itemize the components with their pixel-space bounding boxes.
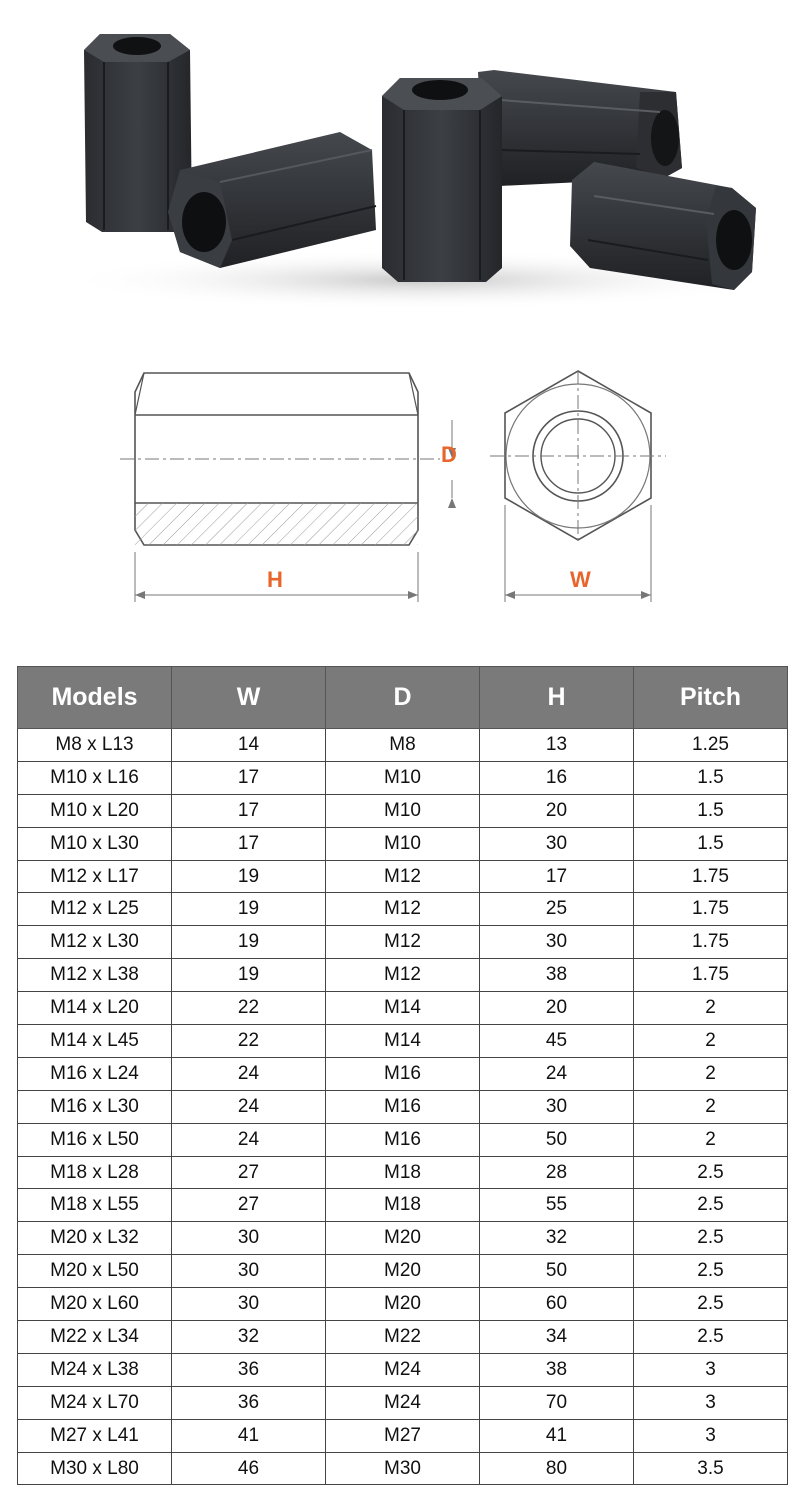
cell-pitch: 2.5: [634, 1222, 788, 1255]
cell-h: 70: [480, 1386, 634, 1419]
cell-pitch: 3.5: [634, 1452, 788, 1485]
cell-model: M24 x L70: [18, 1386, 172, 1419]
cell-d: M12: [326, 893, 480, 926]
cell-d: M27: [326, 1419, 480, 1452]
cell-w: 46: [172, 1452, 326, 1485]
cell-d: M14: [326, 992, 480, 1025]
cell-pitch: 2: [634, 1090, 788, 1123]
cell-pitch: 2: [634, 1057, 788, 1090]
cell-w: 17: [172, 794, 326, 827]
table-row: [18, 1419, 788, 1452]
cell-w: 32: [172, 1321, 326, 1354]
cell-w: 41: [172, 1419, 326, 1452]
cell-pitch: 2.5: [634, 1189, 788, 1222]
column-header-d: D: [326, 667, 480, 729]
cell-d: M10: [326, 827, 480, 860]
cell-model: M10 x L16: [18, 761, 172, 794]
cell-pitch: 1.75: [634, 926, 788, 959]
table-row: [18, 1090, 788, 1123]
table-row: [18, 1288, 788, 1321]
table-row: [18, 860, 788, 893]
cell-w: 17: [172, 761, 326, 794]
end-view-drawing: [490, 370, 666, 602]
cell-h: 17: [480, 860, 634, 893]
cell-h: 80: [480, 1452, 634, 1485]
table-row: [18, 893, 788, 926]
cell-w: 24: [172, 1090, 326, 1123]
cell-d: M24: [326, 1353, 480, 1386]
nut-lying-back-right: [478, 70, 682, 186]
cell-d: M20: [326, 1222, 480, 1255]
cell-pitch: 3: [634, 1419, 788, 1452]
cell-h: 41: [480, 1419, 634, 1452]
cell-model: M12 x L30: [18, 926, 172, 959]
cell-model: M12 x L17: [18, 860, 172, 893]
cell-h: 30: [480, 827, 634, 860]
cell-w: 14: [172, 729, 326, 762]
table-header-row: [18, 667, 788, 729]
cell-pitch: 2.5: [634, 1288, 788, 1321]
cell-pitch: 1.5: [634, 827, 788, 860]
table-row: [18, 926, 788, 959]
table-row: [18, 1025, 788, 1058]
cell-w: 17: [172, 827, 326, 860]
table-row: [18, 794, 788, 827]
table-body: [18, 729, 788, 1485]
cell-w: 19: [172, 860, 326, 893]
cell-model: M12 x L38: [18, 959, 172, 992]
cell-pitch: 1.75: [634, 959, 788, 992]
cell-model: M14 x L20: [18, 992, 172, 1025]
table-row: [18, 1386, 788, 1419]
cell-pitch: 1.5: [634, 761, 788, 794]
cell-pitch: 2: [634, 1123, 788, 1156]
cell-model: M8 x L13: [18, 729, 172, 762]
cell-w: 22: [172, 992, 326, 1025]
cell-h: 13: [480, 729, 634, 762]
table-row: [18, 1321, 788, 1354]
cell-h: 60: [480, 1288, 634, 1321]
table-row: [18, 1123, 788, 1156]
dimension-label-d: D: [441, 442, 457, 467]
cell-h: 38: [480, 1353, 634, 1386]
cell-d: M18: [326, 1189, 480, 1222]
cell-d: M12: [326, 959, 480, 992]
cell-h: 34: [480, 1321, 634, 1354]
cell-model: M30 x L80: [18, 1452, 172, 1485]
cell-d: M10: [326, 794, 480, 827]
nut-lying-left: [168, 132, 376, 268]
cell-w: 30: [172, 1255, 326, 1288]
cell-d: M14: [326, 1025, 480, 1058]
side-view-drawing: [120, 373, 457, 602]
cell-w: 22: [172, 1025, 326, 1058]
cell-h: 30: [480, 926, 634, 959]
cell-h: 32: [480, 1222, 634, 1255]
cell-h: 38: [480, 959, 634, 992]
cell-h: 45: [480, 1025, 634, 1058]
cell-h: 20: [480, 992, 634, 1025]
cell-d: M24: [326, 1386, 480, 1419]
cell-h: 20: [480, 794, 634, 827]
cell-w: 19: [172, 893, 326, 926]
product-photo: [0, 0, 800, 340]
table-row: [18, 1057, 788, 1090]
table-row: [18, 1255, 788, 1288]
cell-d: M30: [326, 1452, 480, 1485]
cell-pitch: 1.75: [634, 893, 788, 926]
cell-pitch: 1.5: [634, 794, 788, 827]
cell-h: 50: [480, 1255, 634, 1288]
cell-model: M20 x L60: [18, 1288, 172, 1321]
cell-d: M12: [326, 926, 480, 959]
cell-pitch: 1.25: [634, 729, 788, 762]
column-header-w: W: [172, 667, 326, 729]
nut-standing-middle: [382, 78, 502, 282]
cell-pitch: 2.5: [634, 1321, 788, 1354]
cell-model: M14 x L45: [18, 1025, 172, 1058]
cell-h: 28: [480, 1156, 634, 1189]
cell-d: M16: [326, 1090, 480, 1123]
column-header-models: Models: [18, 667, 172, 729]
cell-d: M8: [326, 729, 480, 762]
cell-model: M18 x L28: [18, 1156, 172, 1189]
cell-w: 27: [172, 1189, 326, 1222]
cell-w: 36: [172, 1386, 326, 1419]
cell-pitch: 2.5: [634, 1255, 788, 1288]
table-row: [18, 761, 788, 794]
cell-h: 24: [480, 1057, 634, 1090]
table-row: [18, 1222, 788, 1255]
cell-model: M22 x L34: [18, 1321, 172, 1354]
cell-model: M16 x L50: [18, 1123, 172, 1156]
cell-pitch: 3: [634, 1386, 788, 1419]
cell-model: M20 x L32: [18, 1222, 172, 1255]
dimension-label-w: W: [570, 567, 591, 592]
cell-d: M18: [326, 1156, 480, 1189]
cell-model: M16 x L30: [18, 1090, 172, 1123]
spec-table: [17, 666, 788, 1485]
cell-w: 36: [172, 1353, 326, 1386]
hex-nuts-photo: [0, 0, 800, 340]
table-row: [18, 992, 788, 1025]
cell-pitch: 2.5: [634, 1156, 788, 1189]
cell-model: M24 x L38: [18, 1353, 172, 1386]
cell-w: 27: [172, 1156, 326, 1189]
dimension-label-h: H: [267, 567, 283, 592]
table-row: [18, 1189, 788, 1222]
cell-model: M27 x L41: [18, 1419, 172, 1452]
cell-w: 30: [172, 1288, 326, 1321]
table-row: [18, 827, 788, 860]
cell-h: 25: [480, 893, 634, 926]
cell-d: M16: [326, 1123, 480, 1156]
table-row: [18, 959, 788, 992]
column-header-pitch: Pitch: [634, 667, 788, 729]
table-row: [18, 729, 788, 762]
cell-model: M18 x L55: [18, 1189, 172, 1222]
cell-model: M10 x L20: [18, 794, 172, 827]
dimension-diagram: [0, 340, 800, 630]
cell-h: 55: [480, 1189, 634, 1222]
cell-model: M12 x L25: [18, 893, 172, 926]
cell-h: 30: [480, 1090, 634, 1123]
table-row: [18, 1353, 788, 1386]
cell-model: M20 x L50: [18, 1255, 172, 1288]
cell-d: M10: [326, 761, 480, 794]
cell-w: 19: [172, 959, 326, 992]
table-row: [18, 1156, 788, 1189]
cell-d: M16: [326, 1057, 480, 1090]
cell-d: M20: [326, 1255, 480, 1288]
cell-d: M12: [326, 860, 480, 893]
cell-w: 24: [172, 1123, 326, 1156]
cell-d: M22: [326, 1321, 480, 1354]
table-row: [18, 1452, 788, 1485]
cell-model: M16 x L24: [18, 1057, 172, 1090]
cell-pitch: 2: [634, 992, 788, 1025]
cell-w: 24: [172, 1057, 326, 1090]
cell-h: 50: [480, 1123, 634, 1156]
cell-w: 19: [172, 926, 326, 959]
cell-h: 16: [480, 761, 634, 794]
cell-pitch: 2: [634, 1025, 788, 1058]
cell-pitch: 3: [634, 1353, 788, 1386]
column-header-h: H: [480, 667, 634, 729]
cell-pitch: 1.75: [634, 860, 788, 893]
cell-d: M20: [326, 1288, 480, 1321]
cell-model: M10 x L30: [18, 827, 172, 860]
cell-w: 30: [172, 1222, 326, 1255]
spec-table-container: [17, 666, 788, 1485]
